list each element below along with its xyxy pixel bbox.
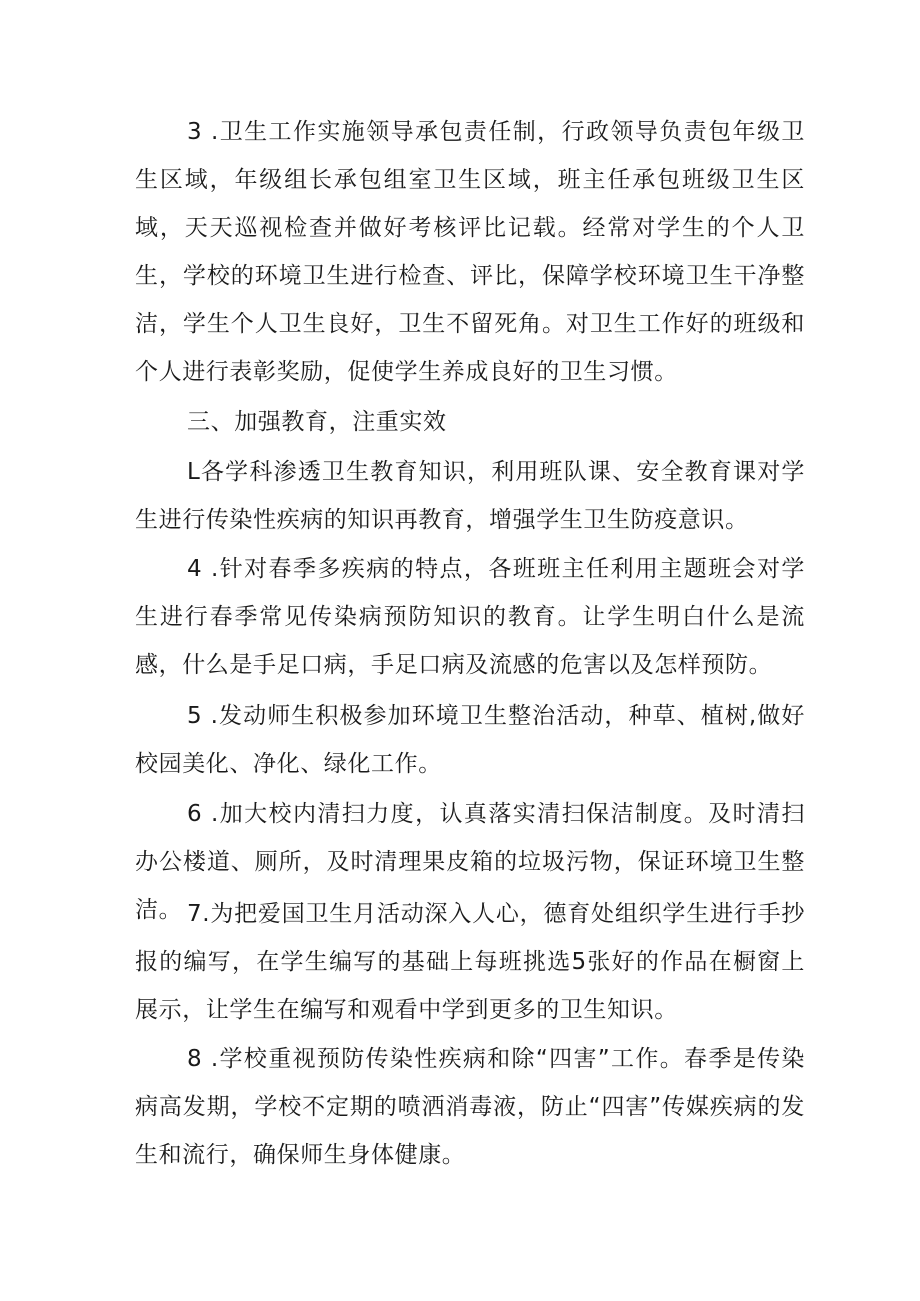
paragraph-subject-education: L各学科渗透卫生教育知识，利用班队课、安全教育课对学生进行传染性疾病的知识再教育，增强学生卫生防疫意识。 — [135, 459, 805, 533]
paragraph-environment-campaign: 5 .发动师生积极参加环境卫生整治活动，种草、植树,做好校园美化、净化、绿化工作。 — [135, 703, 805, 777]
paragraph-cleaning: 6 .加大校内清扫力度，认真落实清扫保洁制度。及时清扫办公楼道、厕所，及时清理果皮箱的垃圾污物，保证环境卫生整洁。 — [135, 801, 805, 923]
paragraph-spring-disease: 4 .针对春季多疾病的特点，各班班主任利用主题班会对学生进行春季常见传染病预防知识的教育。让学生明白什么是流感，什么是手足口病，手足口病及流感的危害以及怎样预防。 — [135, 556, 805, 678]
paragraph-disease-prevention: 8 .学校重视预防传染性疾病和除“四害”工作。春季是传染病高发期，学校不定期的喷洒消毒液，防止“四害”传媒疾病的发生和流行，确保师生身体健康。 — [135, 1046, 805, 1168]
paragraph-handwritten-newspaper: 7.为把爱国卫生月活动深入人心，德育处组织学生进行手抄报的编写，在学生编写的基础上每班挑选5张好的作品在橱窗上展示，让学生在编写和观看中学到更多的卫生知识。 — [135, 901, 805, 1023]
section-heading-education: 三、加强教育，注重实效 — [187, 409, 447, 435]
paragraph-hygiene-responsibility: 3 .卫生工作实施领导承包责任制，行政领导负责包年级卫生区域，年级组长承包组室卫生区域，班主任承包班级卫生区域，天天巡视检查并做好考核评比记载。经常对学生的个人卫生，学校的环境卫生进行检查、评比，保障学校环境卫生干净整洁，学生个人卫生良好，卫生不留死角。对卫生工作好的班级和个人进行表彰奖励，促使学生养成良好的卫生习惯。 — [135, 119, 805, 385]
